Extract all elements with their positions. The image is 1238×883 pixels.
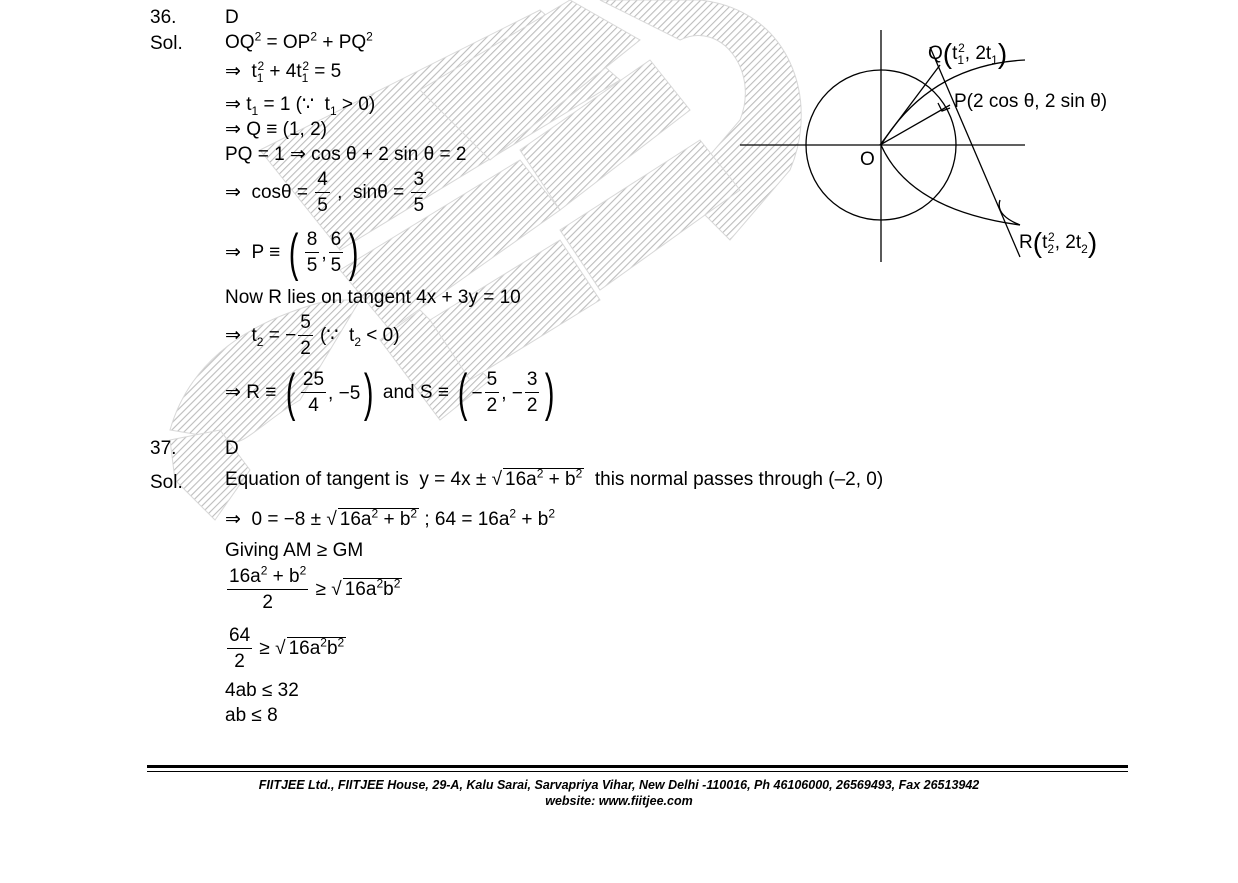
label-q: $Q(t_1^2$, $2t_1$) <box>928 38 1008 69</box>
q36-line-9: ⇒ $t_2$ = − $\frac{5}{2}$ (∵ $t_2 < 0$) <box>225 312 400 359</box>
q36-line-1: $OQ^2 = OP^2 + PQ^2$ <box>225 29 373 53</box>
label-p: P(2 cos θ, 2 sin θ) <box>954 91 1108 112</box>
q37-line-6: 4ab ≤ 32 <box>225 680 299 701</box>
line-op <box>880 105 950 145</box>
footer-rule-thick <box>147 765 1128 768</box>
label-o: O <box>860 149 875 170</box>
sol-label-36: Sol. <box>150 33 183 54</box>
footer-website: website: www.fiitjee.com <box>545 794 693 808</box>
q37-line-4: $\frac{16a^2 + b^2}{2}$ ≥ √ $16a^2b^2$ <box>229 563 401 613</box>
answer-36: D <box>225 7 239 28</box>
q36-line-10: ⇒ R ≡ ( $\frac{25}{4}$ , −5 ) and S ≡ ( − $\frac{5}{2}$ , − $\frac{3}{2}$ ) <box>225 364 555 422</box>
q36-line-6: ⇒ cosθ = $\frac{4}{5}$ , sinθ = $\frac{3}{5}$ <box>225 169 425 216</box>
question-number-36: 36. <box>150 7 177 28</box>
footer-rule-thin <box>147 771 1128 772</box>
tangent-line-qr <box>930 47 1020 257</box>
question-number-37: 37. <box>150 438 177 459</box>
sol-label-37: Sol. <box>150 472 183 493</box>
q37-line-1: Equation of tangent is y = 4x ± √ $16a^2 + b^2$ this normal passes through (–2, 0) <box>225 466 884 490</box>
q36-line-7: ⇒ P ≡ ( $\frac{8}{5}$ , $\frac{6}{5}$ ) <box>225 224 359 282</box>
line-oq <box>880 65 940 145</box>
q37-line-7: ab ≤ 8 <box>225 705 278 726</box>
q36-line-8: Now R lies on tangent 4x + 3y = 10 <box>225 287 521 308</box>
q36-line-4: ⇒ Q ≡ (1, 2) <box>225 119 327 140</box>
answer-37: D <box>225 438 239 459</box>
q37-line-2: ⇒ 0 = −8 ± √ $16a^2 + b^2$ ; $64 = 16a^2 + b^2$ <box>225 506 556 530</box>
q36-line-3: ⇒ $t_1 = 1$ (∵ $t_1 > 0$) <box>225 94 376 118</box>
q37-line-5: $\frac{64}{2}$ ≥ √ $16a^2b^2$ <box>229 625 345 672</box>
q36-line-5: PQ = 1 ⇒ cos θ + 2 sin θ = 2 <box>225 144 467 165</box>
parabola-arc <box>881 60 1025 225</box>
q36-line-2: ⇒ $t_1^2 + 4t_1^2 = 5$ <box>225 58 342 85</box>
q37-line-3: Giving AM ≥ GM <box>225 540 364 561</box>
footer-address: FIITJEE Ltd., FIITJEE House, 29-A, Kalu Sarai, Sarvapriya Vihar, New Delhi -110016, Ph 46106000, 26569493, Fax 26513942 <box>258 778 980 792</box>
label-r: $R(t_2^2$, $2t_2$) <box>1019 227 1098 258</box>
